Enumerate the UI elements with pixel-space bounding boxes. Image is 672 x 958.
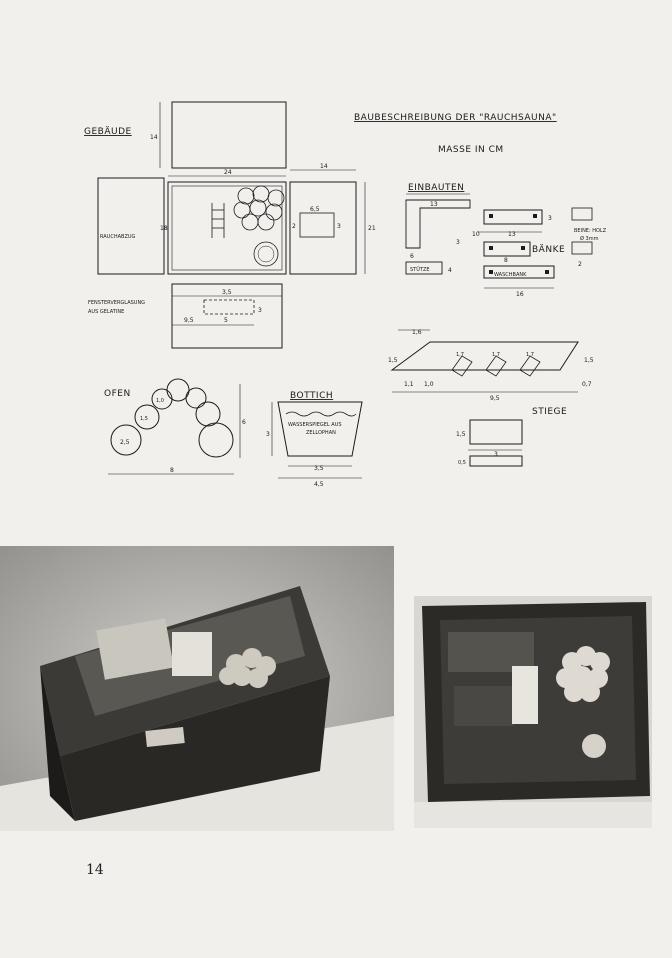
window-height: 3 — [337, 223, 341, 230]
window-opening — [300, 213, 334, 237]
bottich-d-4-5: 4,5 — [314, 481, 324, 488]
bank-dim-13: 13 — [508, 231, 516, 238]
water-note-2: ZELLOPHAN — [306, 430, 336, 436]
ofen-d-8: 8 — [170, 467, 174, 474]
photo-sauna-model-angled — [0, 546, 394, 831]
fenster-dim-h: 3 — [258, 307, 262, 314]
l-bench — [406, 200, 470, 248]
stiege-side — [392, 342, 578, 370]
fenster-note-1: FENSTERVERGLASUNG — [88, 300, 146, 306]
dim-side-height: 21 — [368, 225, 376, 232]
stiege-side-h: 1,5 — [456, 431, 466, 438]
front-window — [204, 300, 254, 314]
dim-width: 24 — [224, 169, 232, 176]
bank-dim-8: 8 — [504, 257, 508, 264]
beine-dim: 2 — [578, 261, 582, 268]
waschbank-label: WASCHBANK — [494, 272, 527, 278]
stiege-d-1-5r: 1,5 — [584, 357, 594, 364]
beine-holz: BEINE: HOLZ — [574, 228, 607, 234]
fenster-dim-left: 9,5 — [184, 317, 194, 324]
label-gebaeude: GEBÄUDE — [84, 127, 132, 137]
stiege-steps — [452, 356, 540, 376]
label-einbauten: EINBAUTEN — [408, 183, 465, 193]
bottich-d-3: 3 — [266, 431, 270, 438]
label-ofen: OFEN — [104, 389, 131, 399]
fenster-dim-w: 5 — [224, 317, 228, 324]
ofen-d-2-5: 2,5 — [120, 439, 130, 446]
page-number: 14 — [86, 862, 104, 878]
plan-tub — [254, 242, 278, 266]
stiege-d-1-5: 1,5 — [388, 357, 398, 364]
dim-side-width: 14 — [320, 163, 328, 170]
bottich-body — [278, 402, 362, 456]
baenke-label: BÄNKE — [532, 245, 566, 255]
stiege-d-1-7c: 1,7 — [526, 352, 534, 358]
water-note-1: WASSERSPIEGEL AUS — [288, 422, 342, 428]
stiege-d-1-7b: 1,7 — [492, 352, 500, 358]
fenster-note-2: AUS GELATINE — [88, 309, 125, 315]
stiege-d-1-0: 1,0 — [424, 381, 434, 388]
bank-dim-10: 10 — [472, 231, 480, 238]
label-stiege: STIEGE — [532, 407, 568, 417]
ofen-d-1-5: 1,5 — [140, 416, 148, 422]
stiege-side-b: 0,5 — [458, 460, 466, 466]
dim-16: 16 — [516, 291, 524, 298]
stiege-part-a — [470, 420, 522, 444]
building-left-panel — [98, 178, 164, 274]
rauchabzug-label: RAUCHABZUG — [100, 234, 136, 240]
dim-6: 6 — [410, 253, 414, 260]
dim-13: 13 — [430, 201, 438, 208]
window-width: 6,5 — [310, 206, 320, 213]
bottich-water-line — [286, 412, 356, 416]
dim-4: 4 — [448, 267, 452, 274]
drawing-title: BAUBESCHREIBUNG DER "RAUCHSAUNA" — [354, 113, 557, 123]
ofen-d-6: 6 — [242, 419, 246, 426]
bank-dim-3: 3 — [548, 215, 552, 222]
building-top-panel — [172, 102, 286, 168]
dim-top-height: 14 — [150, 134, 158, 141]
dim-height: 18 — [160, 225, 168, 232]
dim-3: 3 — [456, 239, 460, 246]
label-bottich: BOTTICH — [290, 391, 334, 401]
stiege-d-1-7a: 1,7 — [456, 352, 464, 358]
plan-ofen-stones — [234, 186, 284, 230]
photo-sauna-model-top — [414, 596, 652, 828]
stiege-d-1-6: 1,6 — [412, 329, 422, 336]
fenster-dim-top: 3,5 — [222, 289, 232, 296]
stiege-d-9-5: 9,5 — [490, 395, 500, 402]
window-left: 2 — [292, 223, 296, 230]
plan-ladder — [212, 203, 224, 238]
stiege-d-1-1: 1,1 — [404, 381, 414, 388]
stuetze-label: STÜTZE — [410, 267, 430, 273]
stiege-d-0-7: 0,7 — [582, 381, 592, 388]
units-label: MASSE IN CM — [438, 145, 504, 155]
stiege-side-w: 3 — [494, 451, 498, 458]
beine-dia: Ø 3mm — [580, 236, 599, 242]
bottich-d-3-5: 3,5 — [314, 465, 324, 472]
ofen-d-1-0: 1,0 — [156, 398, 164, 404]
